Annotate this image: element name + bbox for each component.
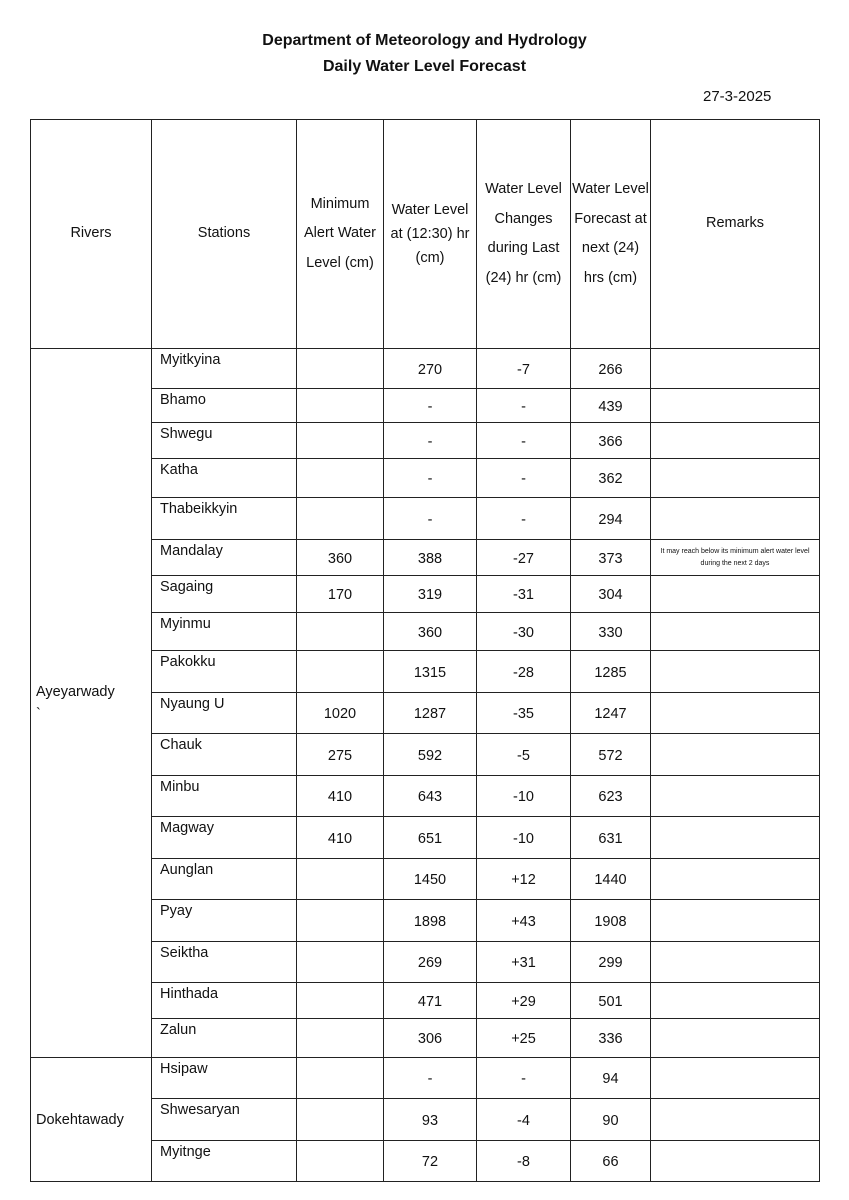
remark-cell bbox=[651, 776, 820, 817]
column-header-min-alert: Minimum Alert Water Level (cm) bbox=[297, 120, 384, 349]
remark-cell bbox=[651, 459, 820, 498]
station-cell: Shwegu bbox=[152, 423, 297, 459]
min-alert-cell bbox=[297, 942, 384, 983]
station-cell: Sagaing bbox=[152, 576, 297, 613]
change-cell: -7 bbox=[477, 349, 571, 389]
station-cell: Thabeikkyin bbox=[152, 498, 297, 540]
forecast-cell: 299 bbox=[571, 942, 651, 983]
forecast-cell: 623 bbox=[571, 776, 651, 817]
forecast-cell: 631 bbox=[571, 817, 651, 859]
column-header-water-level: Water Level at (12:30) hr (cm) bbox=[384, 120, 477, 349]
min-alert-cell: 275 bbox=[297, 734, 384, 776]
min-alert-cell: 410 bbox=[297, 776, 384, 817]
water-level-cell: 360 bbox=[384, 613, 477, 651]
forecast-cell: 66 bbox=[571, 1141, 651, 1182]
forecast-cell: 373 bbox=[571, 540, 651, 576]
forecast-cell: 366 bbox=[571, 423, 651, 459]
remark-cell bbox=[651, 423, 820, 459]
column-header-rivers: Rivers bbox=[31, 120, 152, 349]
water-level-cell: - bbox=[384, 498, 477, 540]
min-alert-cell bbox=[297, 349, 384, 389]
station-cell: Hinthada bbox=[152, 983, 297, 1019]
remark-cell bbox=[651, 389, 820, 423]
station-cell: Katha bbox=[152, 459, 297, 498]
forecast-cell: 572 bbox=[571, 734, 651, 776]
min-alert-cell bbox=[297, 859, 384, 900]
remark-cell bbox=[651, 613, 820, 651]
forecast-cell: 330 bbox=[571, 613, 651, 651]
forecast-cell: 266 bbox=[571, 349, 651, 389]
water-level-cell: 1287 bbox=[384, 693, 477, 734]
water-level-cell: 306 bbox=[384, 1019, 477, 1058]
min-alert-cell bbox=[297, 613, 384, 651]
remark-cell bbox=[651, 1058, 820, 1099]
station-cell: Myitkyina bbox=[152, 349, 297, 389]
river-mark: ` bbox=[36, 706, 41, 722]
water-level-cell: 592 bbox=[384, 734, 477, 776]
station-cell: Pakokku bbox=[152, 651, 297, 693]
min-alert-cell bbox=[297, 1058, 384, 1099]
change-cell: -8 bbox=[477, 1141, 571, 1182]
water-level-cell: - bbox=[384, 423, 477, 459]
water-level-cell: 471 bbox=[384, 983, 477, 1019]
change-cell: +12 bbox=[477, 859, 571, 900]
change-cell: -30 bbox=[477, 613, 571, 651]
water-level-cell: 1315 bbox=[384, 651, 477, 693]
station-cell: Bhamo bbox=[152, 389, 297, 423]
column-header-forecast: Water Level Forecast at next (24) hrs (cm) bbox=[571, 120, 651, 349]
remark-cell bbox=[651, 693, 820, 734]
station-cell: Zalun bbox=[152, 1019, 297, 1058]
water-level-cell: 643 bbox=[384, 776, 477, 817]
station-cell: Mandalay bbox=[152, 540, 297, 576]
station-cell: Minbu bbox=[152, 776, 297, 817]
water-level-cell: - bbox=[384, 459, 477, 498]
table-row bbox=[31, 1058, 820, 1099]
forecast-cell: 1908 bbox=[571, 900, 651, 942]
water-level-cell: 72 bbox=[384, 1141, 477, 1182]
remark-cell bbox=[651, 1141, 820, 1182]
column-header-changes: Water Level Changes during Last (24) hr (cm) bbox=[477, 120, 571, 349]
change-cell: - bbox=[477, 423, 571, 459]
water-level-cell: 1450 bbox=[384, 859, 477, 900]
min-alert-cell: 410 bbox=[297, 817, 384, 859]
change-cell: - bbox=[477, 1058, 571, 1099]
water-level-cell: - bbox=[384, 1058, 477, 1099]
remark-cell bbox=[651, 1019, 820, 1058]
change-cell: - bbox=[477, 389, 571, 423]
river-cell bbox=[31, 1058, 152, 1182]
change-cell: -28 bbox=[477, 651, 571, 693]
river-name: Ayeyarwady bbox=[36, 684, 115, 700]
station-cell: Myitnge bbox=[152, 1141, 297, 1182]
min-alert-cell bbox=[297, 459, 384, 498]
change-cell: +29 bbox=[477, 983, 571, 1019]
station-cell: Shwesaryan bbox=[152, 1099, 297, 1141]
change-cell: -31 bbox=[477, 576, 571, 613]
remark-cell bbox=[651, 349, 820, 389]
min-alert-cell bbox=[297, 1099, 384, 1141]
forecast-cell: 90 bbox=[571, 1099, 651, 1141]
min-alert-cell bbox=[297, 651, 384, 693]
station-cell: Hsipaw bbox=[152, 1058, 297, 1099]
water-level-table bbox=[30, 119, 820, 1182]
water-level-cell: 93 bbox=[384, 1099, 477, 1141]
min-alert-cell: 360 bbox=[297, 540, 384, 576]
remark-cell bbox=[651, 859, 820, 900]
river-name: Dokehtawady bbox=[36, 1111, 124, 1128]
water-level-cell: 269 bbox=[384, 942, 477, 983]
water-level-cell: 388 bbox=[384, 540, 477, 576]
table-header-row bbox=[31, 120, 820, 349]
change-cell: +43 bbox=[477, 900, 571, 942]
min-alert-cell bbox=[297, 389, 384, 423]
forecast-cell: 1285 bbox=[571, 651, 651, 693]
station-cell: Chauk bbox=[152, 734, 297, 776]
remark-cell: It may reach below its minimum alert water level during the next 2 days bbox=[651, 540, 820, 576]
river-cell bbox=[31, 349, 152, 1058]
remark-cell bbox=[651, 576, 820, 613]
station-cell: Seiktha bbox=[152, 942, 297, 983]
station-cell: Myinmu bbox=[152, 613, 297, 651]
column-header-stations: Stations bbox=[152, 120, 297, 349]
forecast-cell: 304 bbox=[571, 576, 651, 613]
water-level-cell: 651 bbox=[384, 817, 477, 859]
min-alert-cell bbox=[297, 1019, 384, 1058]
remark-cell bbox=[651, 734, 820, 776]
change-cell: -35 bbox=[477, 693, 571, 734]
change-cell: -10 bbox=[477, 817, 571, 859]
change-cell: -10 bbox=[477, 776, 571, 817]
document-subtitle: Daily Water Level Forecast bbox=[322, 58, 527, 75]
remark-cell bbox=[651, 1099, 820, 1141]
table-row bbox=[31, 349, 820, 389]
table-body bbox=[31, 349, 820, 1182]
column-header-remarks: Remarks bbox=[651, 120, 820, 349]
change-cell: -4 bbox=[477, 1099, 571, 1141]
remark-cell bbox=[651, 900, 820, 942]
forecast-cell: 1247 bbox=[571, 693, 651, 734]
forecast-cell: 501 bbox=[571, 983, 651, 1019]
remark-cell bbox=[651, 651, 820, 693]
forecast-cell: 336 bbox=[571, 1019, 651, 1058]
change-cell: - bbox=[477, 498, 571, 540]
remark-cell bbox=[651, 498, 820, 540]
remark-cell bbox=[651, 942, 820, 983]
min-alert-cell bbox=[297, 1141, 384, 1182]
min-alert-cell bbox=[297, 423, 384, 459]
forecast-cell: 94 bbox=[571, 1058, 651, 1099]
remark-cell bbox=[651, 983, 820, 1019]
change-cell: -27 bbox=[477, 540, 571, 576]
water-level-cell: - bbox=[384, 389, 477, 423]
min-alert-cell bbox=[297, 983, 384, 1019]
station-cell: Nyaung U bbox=[152, 693, 297, 734]
min-alert-cell bbox=[297, 498, 384, 540]
min-alert-cell: 1020 bbox=[297, 693, 384, 734]
remark-cell bbox=[651, 817, 820, 859]
water-level-cell: 319 bbox=[384, 576, 477, 613]
station-cell: Pyay bbox=[152, 900, 297, 942]
station-cell: Aunglan bbox=[152, 859, 297, 900]
change-cell: +25 bbox=[477, 1019, 571, 1058]
min-alert-cell bbox=[297, 900, 384, 942]
change-cell: -5 bbox=[477, 734, 571, 776]
forecast-cell: 439 bbox=[571, 389, 651, 423]
document-title: Department of Meteorology and Hydrology bbox=[262, 32, 587, 49]
forecast-cell: 294 bbox=[571, 498, 651, 540]
change-cell: - bbox=[477, 459, 571, 498]
station-cell: Magway bbox=[152, 817, 297, 859]
forecast-cell: 1440 bbox=[571, 859, 651, 900]
min-alert-cell: 170 bbox=[297, 576, 384, 613]
water-level-cell: 1898 bbox=[384, 900, 477, 942]
change-cell: +31 bbox=[477, 942, 571, 983]
water-level-cell: 270 bbox=[384, 349, 477, 389]
forecast-cell: 362 bbox=[571, 459, 651, 498]
forecast-date: 27-3-2025 bbox=[703, 88, 772, 105]
